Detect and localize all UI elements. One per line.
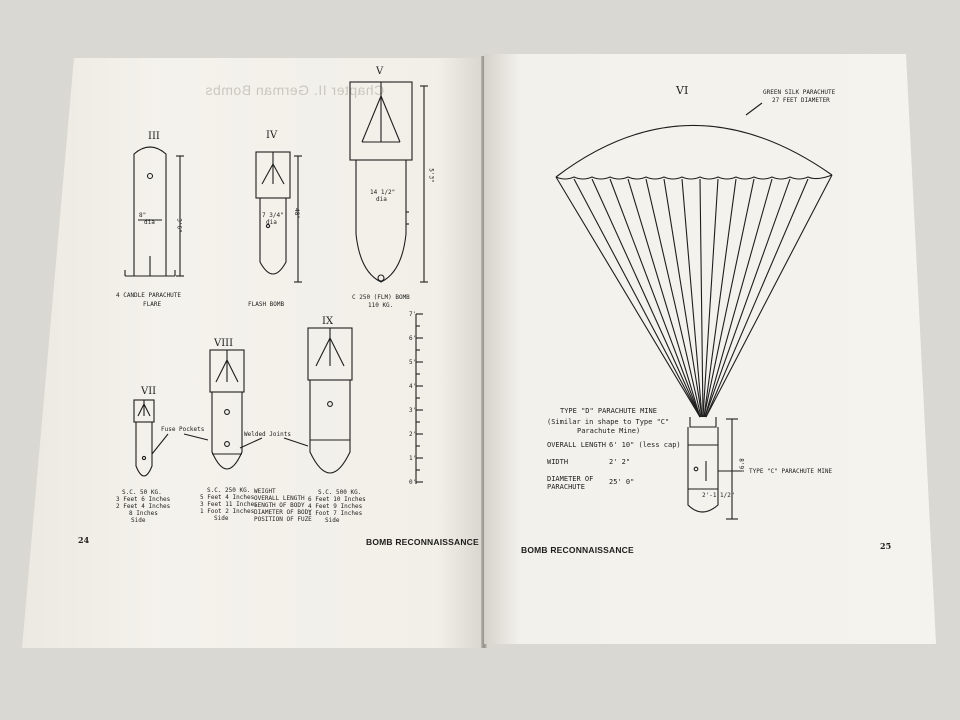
- bomb-iii-caption-2: FLARE: [143, 301, 162, 308]
- bomb-vii-caption-4: Side: [131, 517, 146, 524]
- bomb-v-drawing: [340, 76, 450, 291]
- bomb-viii-caption-3: 1 Foot 2 Inches: [200, 508, 255, 515]
- bomb-iii-numeral: III: [148, 131, 160, 142]
- bomb-ix-caption-1: 6 Feet 10 Inches: [308, 496, 366, 503]
- spec-title: TYPE "D" PARACHUTE MINE: [560, 407, 657, 415]
- legend-line-1: OVERALL LENGTH: [254, 495, 305, 502]
- bomb-vii-numeral: VII: [141, 386, 157, 397]
- scale-tick-4: 4': [409, 383, 417, 390]
- bomb-iv-numeral: IV: [266, 130, 278, 141]
- bomb-iv-caption-1: FLASH BOMB: [248, 301, 285, 308]
- parachute-numeral: VI: [676, 84, 689, 97]
- bomb-ix-drawing: [300, 322, 370, 492]
- bomb-vii-caption-1: 3 Feet 6 Inches: [116, 496, 171, 503]
- bomb-iii-width-dim: 8": [139, 212, 147, 219]
- spec-label-width: WIDTH: [547, 458, 569, 466]
- legend-line-4: POSITION OF FUZE: [254, 516, 312, 523]
- welded-joints-label: Welded Joints: [244, 431, 291, 438]
- scale-tick-7: 7': [409, 311, 417, 318]
- bomb-v-width-dim: 14 1/2": [370, 189, 396, 196]
- bomb-iv-width-dim: 7 3/4": [262, 212, 284, 219]
- legend-line-0: WEIGHT: [254, 488, 276, 495]
- bomb-v-numeral: V: [376, 66, 384, 77]
- spec-label-overall-length: OVERALL LENGTH: [547, 441, 607, 449]
- bomb-ix-caption-0: S.C. 500 KG.: [318, 489, 362, 496]
- scale-tick-3: 3': [409, 407, 417, 414]
- bomb-viii-caption-0: S.C. 250 KG.: [207, 487, 251, 494]
- bomb-iv-length-dim: 48": [292, 208, 300, 219]
- bomb-vii-caption-0: S.C. 50 KG.: [122, 489, 162, 496]
- bomb-v-caption-2: 110 KG.: [368, 302, 394, 309]
- bomb-viii-numeral: VIII: [214, 338, 234, 349]
- bomb-v-caption-1: C 250 (FLM) BOMB: [352, 294, 410, 301]
- mine-length-dim: 8'9": [737, 458, 745, 473]
- bomb-ix-caption-4: Side: [325, 517, 340, 524]
- scale-tick-2: 2': [409, 431, 417, 438]
- fuse-pockets-label: Fuse Pockets: [161, 426, 205, 433]
- bleed-through-header: Chapter II. German Bombs: [205, 82, 385, 98]
- bomb-ix-caption-2: 4 Feet 9 Inches: [308, 503, 363, 510]
- bomb-iii-caption-1: 4 CANDLE PARACHUTE: [116, 292, 182, 299]
- spec-value-parachute-diameter: 25' 0": [609, 478, 635, 486]
- left-page-footer: BOMB RECONNAISSANCE: [366, 537, 479, 547]
- canopy-label-2: 27 FEET DIAMETER: [772, 97, 830, 104]
- bomb-ix-numeral: IX: [322, 316, 334, 327]
- mine-width-dim: 2'-1 1/2": [702, 492, 735, 499]
- bomb-v-length-dim: 5'3": [427, 168, 435, 183]
- scale-tick-6: 6': [409, 335, 417, 342]
- canopy-label-1: GREEN SILK PARACHUTE: [763, 89, 836, 96]
- spec-value-width: 2' 2": [609, 458, 631, 466]
- right-page-footer: BOMB RECONNAISSANCE: [521, 545, 634, 555]
- bomb-iv-width-sub: dia: [266, 219, 277, 226]
- type-c-mine-label: TYPE "C" PARACHUTE MINE: [749, 468, 833, 475]
- bomb-iii-length-dim: 3'6": [175, 218, 183, 233]
- left-page-number: 24: [78, 535, 90, 545]
- legend-line-2: LENGTH OF BODY: [254, 502, 305, 509]
- bomb-iii-width-sub: dia: [144, 219, 155, 226]
- bomb-v-width-sub: dia: [376, 196, 387, 203]
- bomb-viii-caption-4: Side: [214, 515, 229, 522]
- bomb-vii-caption-3: 8 Inches: [129, 510, 158, 517]
- bomb-viii-drawing: [200, 348, 260, 488]
- spec-note-2: Parachute Mine): [577, 427, 641, 435]
- bomb-viii-caption-1: 5 Feet 4 Inches: [200, 494, 255, 501]
- legend-line-3: DIAMETER OF BODY: [254, 509, 312, 516]
- bomb-iii-drawing: [120, 140, 190, 290]
- bomb-ix-caption-3: 1 Foot 7 Inches: [308, 510, 363, 517]
- scale-tick-5: 5': [409, 359, 417, 366]
- scale-tick-1: 1': [409, 455, 417, 462]
- welded-joints-arrows: [236, 434, 316, 464]
- right-page-number: 25: [880, 541, 892, 551]
- bomb-viii-caption-2: 3 Feet 11 Inches: [200, 501, 258, 508]
- scale-tick-0: 0': [409, 479, 417, 486]
- spec-value-overall-length: 6' 10" (less cap): [609, 441, 681, 449]
- bomb-vii-caption-2: 2 Feet 4 Inches: [116, 503, 171, 510]
- spec-label-parachute-diameter: DIAMETER OF PARACHUTE: [547, 475, 594, 491]
- spec-note-1: (Similar in shape to Type "C": [547, 418, 670, 426]
